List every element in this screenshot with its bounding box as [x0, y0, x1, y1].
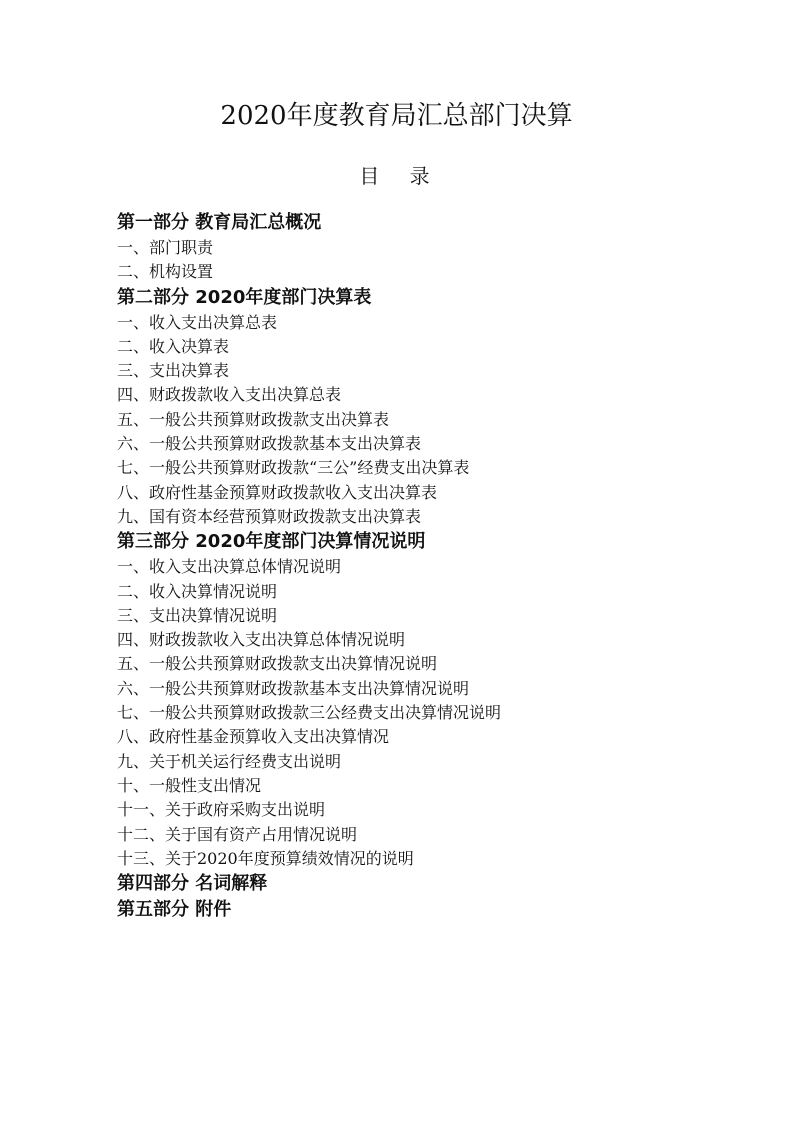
- toc-heading: 目 录: [359, 164, 442, 188]
- toc-item[interactable]: 二、机构设置: [117, 262, 214, 282]
- toc-item[interactable]: 二、收入决算情况说明: [117, 581, 278, 601]
- table-of-contents: [117, 210, 737, 923]
- toc-item[interactable]: 十、一般性支出情况: [117, 775, 262, 795]
- toc-item[interactable]: 四、财政拨款收入支出决算总表: [117, 385, 342, 405]
- toc-item[interactable]: 六、一般公共预算财政拨款基本支出决算情况说明: [117, 678, 470, 698]
- toc-item[interactable]: 一、部门职责: [117, 238, 214, 257]
- toc-item[interactable]: 九、关于机关运行经费支出说明: [117, 751, 342, 771]
- toc-part-2[interactable]: 第二部分 2020年度部门决算表: [117, 286, 372, 308]
- toc-item[interactable]: 九、国有资本经营预算财政拨款支出决算表: [117, 506, 422, 526]
- toc-part-5[interactable]: 第五部分 附件: [117, 899, 232, 921]
- toc-item[interactable]: 十二、关于国有资产占用情况说明: [117, 824, 358, 844]
- document-title: 2020年度教育局汇总部门决算: [220, 101, 573, 131]
- toc-item[interactable]: 一、收入支出决算总体情况说明: [117, 557, 342, 577]
- toc-item[interactable]: 五、一般公共预算财政拨款支出决算表: [117, 409, 390, 429]
- toc-part-3[interactable]: 第三部分 2020年度部门决算情况说明: [117, 531, 426, 553]
- toc-item[interactable]: 三、支出决算表: [117, 361, 230, 381]
- toc-item[interactable]: 五、一般公共预算财政拨款支出决算情况说明: [117, 654, 438, 674]
- toc-part-4[interactable]: 第四部分 名词解释: [117, 873, 268, 895]
- toc-item[interactable]: 八、政府性基金预算收入支出决算情况: [117, 727, 390, 747]
- toc-item[interactable]: 六、一般公共预算财政拨款基本支出决算表: [117, 434, 422, 454]
- toc-item[interactable]: 十一、关于政府采购支出说明: [117, 800, 326, 820]
- toc-part-1[interactable]: 第一部分 教育局汇总概况: [117, 212, 322, 233]
- toc-item[interactable]: 二、收入决算表: [117, 336, 230, 356]
- toc-item[interactable]: 八、政府性基金预算财政拨款收入支出决算表: [117, 482, 438, 502]
- toc-item[interactable]: 三、支出决算情况说明: [117, 605, 278, 625]
- toc-item[interactable]: 四、财政拨款收入支出决算总体情况说明: [117, 630, 406, 650]
- toc-item[interactable]: 一、收入支出决算总表: [117, 312, 278, 332]
- toc-item[interactable]: 七、一般公共预算财政拨款三公经费支出决算情况说明: [117, 703, 502, 723]
- toc-item[interactable]: 七、一般公共预算财政拨款“三公”经费支出决算表: [117, 458, 470, 478]
- toc-item[interactable]: 十三、关于2020年度预算绩效情况的说明: [117, 848, 414, 868]
